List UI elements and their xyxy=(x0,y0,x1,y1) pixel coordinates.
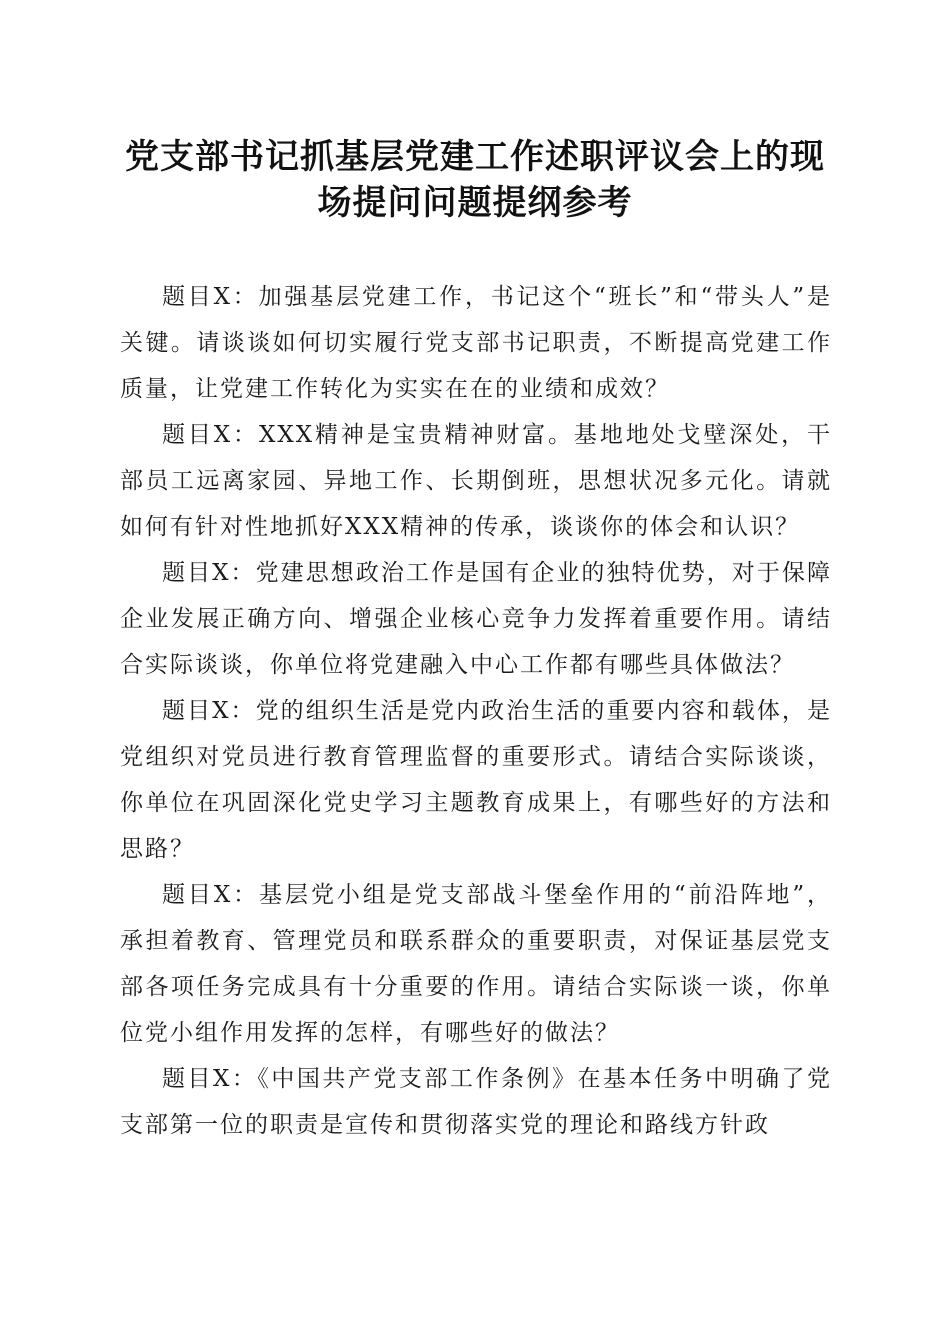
question-paragraph-4: 题目X：党的组织生活是党内政治生活的重要内容和载体，是党组织对党员进行教育管理监督的重要形式。请结合实际谈谈，你单位在巩固深化党史学习主题教育成果上，有哪些好的方法和思路？ xyxy=(120,698,832,862)
question-paragraph-2: 题目X：XXX精神是宝贵精神财富。基地地处戈壁深处，干部员工远离家园、异地工作、长期倒班，思想状况多元化。请就如何有针对性地抓好XXX精神的传承，谈谈你的体会和认识？ xyxy=(120,422,832,540)
question-paragraph-3: 题目X：党建思想政治工作是国有企业的独特优势，对于保障企业发展正确方向、增强企业核心竞争力发挥着重要作用。请结合实际谈谈，你单位将党建融入中心工作都有哪些具体做法？ xyxy=(120,560,832,678)
document-title: 党支部书记抓基层党建工作述职评议会上的现场提问问题提纲参考 xyxy=(125,137,825,223)
question-paragraph-6: 题目X：《中国共产党支部工作条例》在基本任务中明确了党支部第一位的职责是宣传和贯彻落实党的理论和路线方针政 xyxy=(120,1066,832,1138)
question-paragraph-5: 题目X：基层党小组是党支部战斗堡垒作用的“前沿阵地”，承担着教育、管理党员和联系群众的重要职责，对保证基层党支部各项任务完成具有十分重要的作用。请结合实际谈一谈，你单位党小组作用发挥的怎样，有哪些好的做法？ xyxy=(120,882,832,1046)
question-paragraph-1: 题目X：加强基层党建工作，书记这个“班长”和“带头人”是关键。请谈谈如何切实履行党支部书记职责，不断提高党建工作质量，让党建工作转化为实实在在的业绩和成效？ xyxy=(120,284,832,402)
document-body xyxy=(120,274,832,1148)
